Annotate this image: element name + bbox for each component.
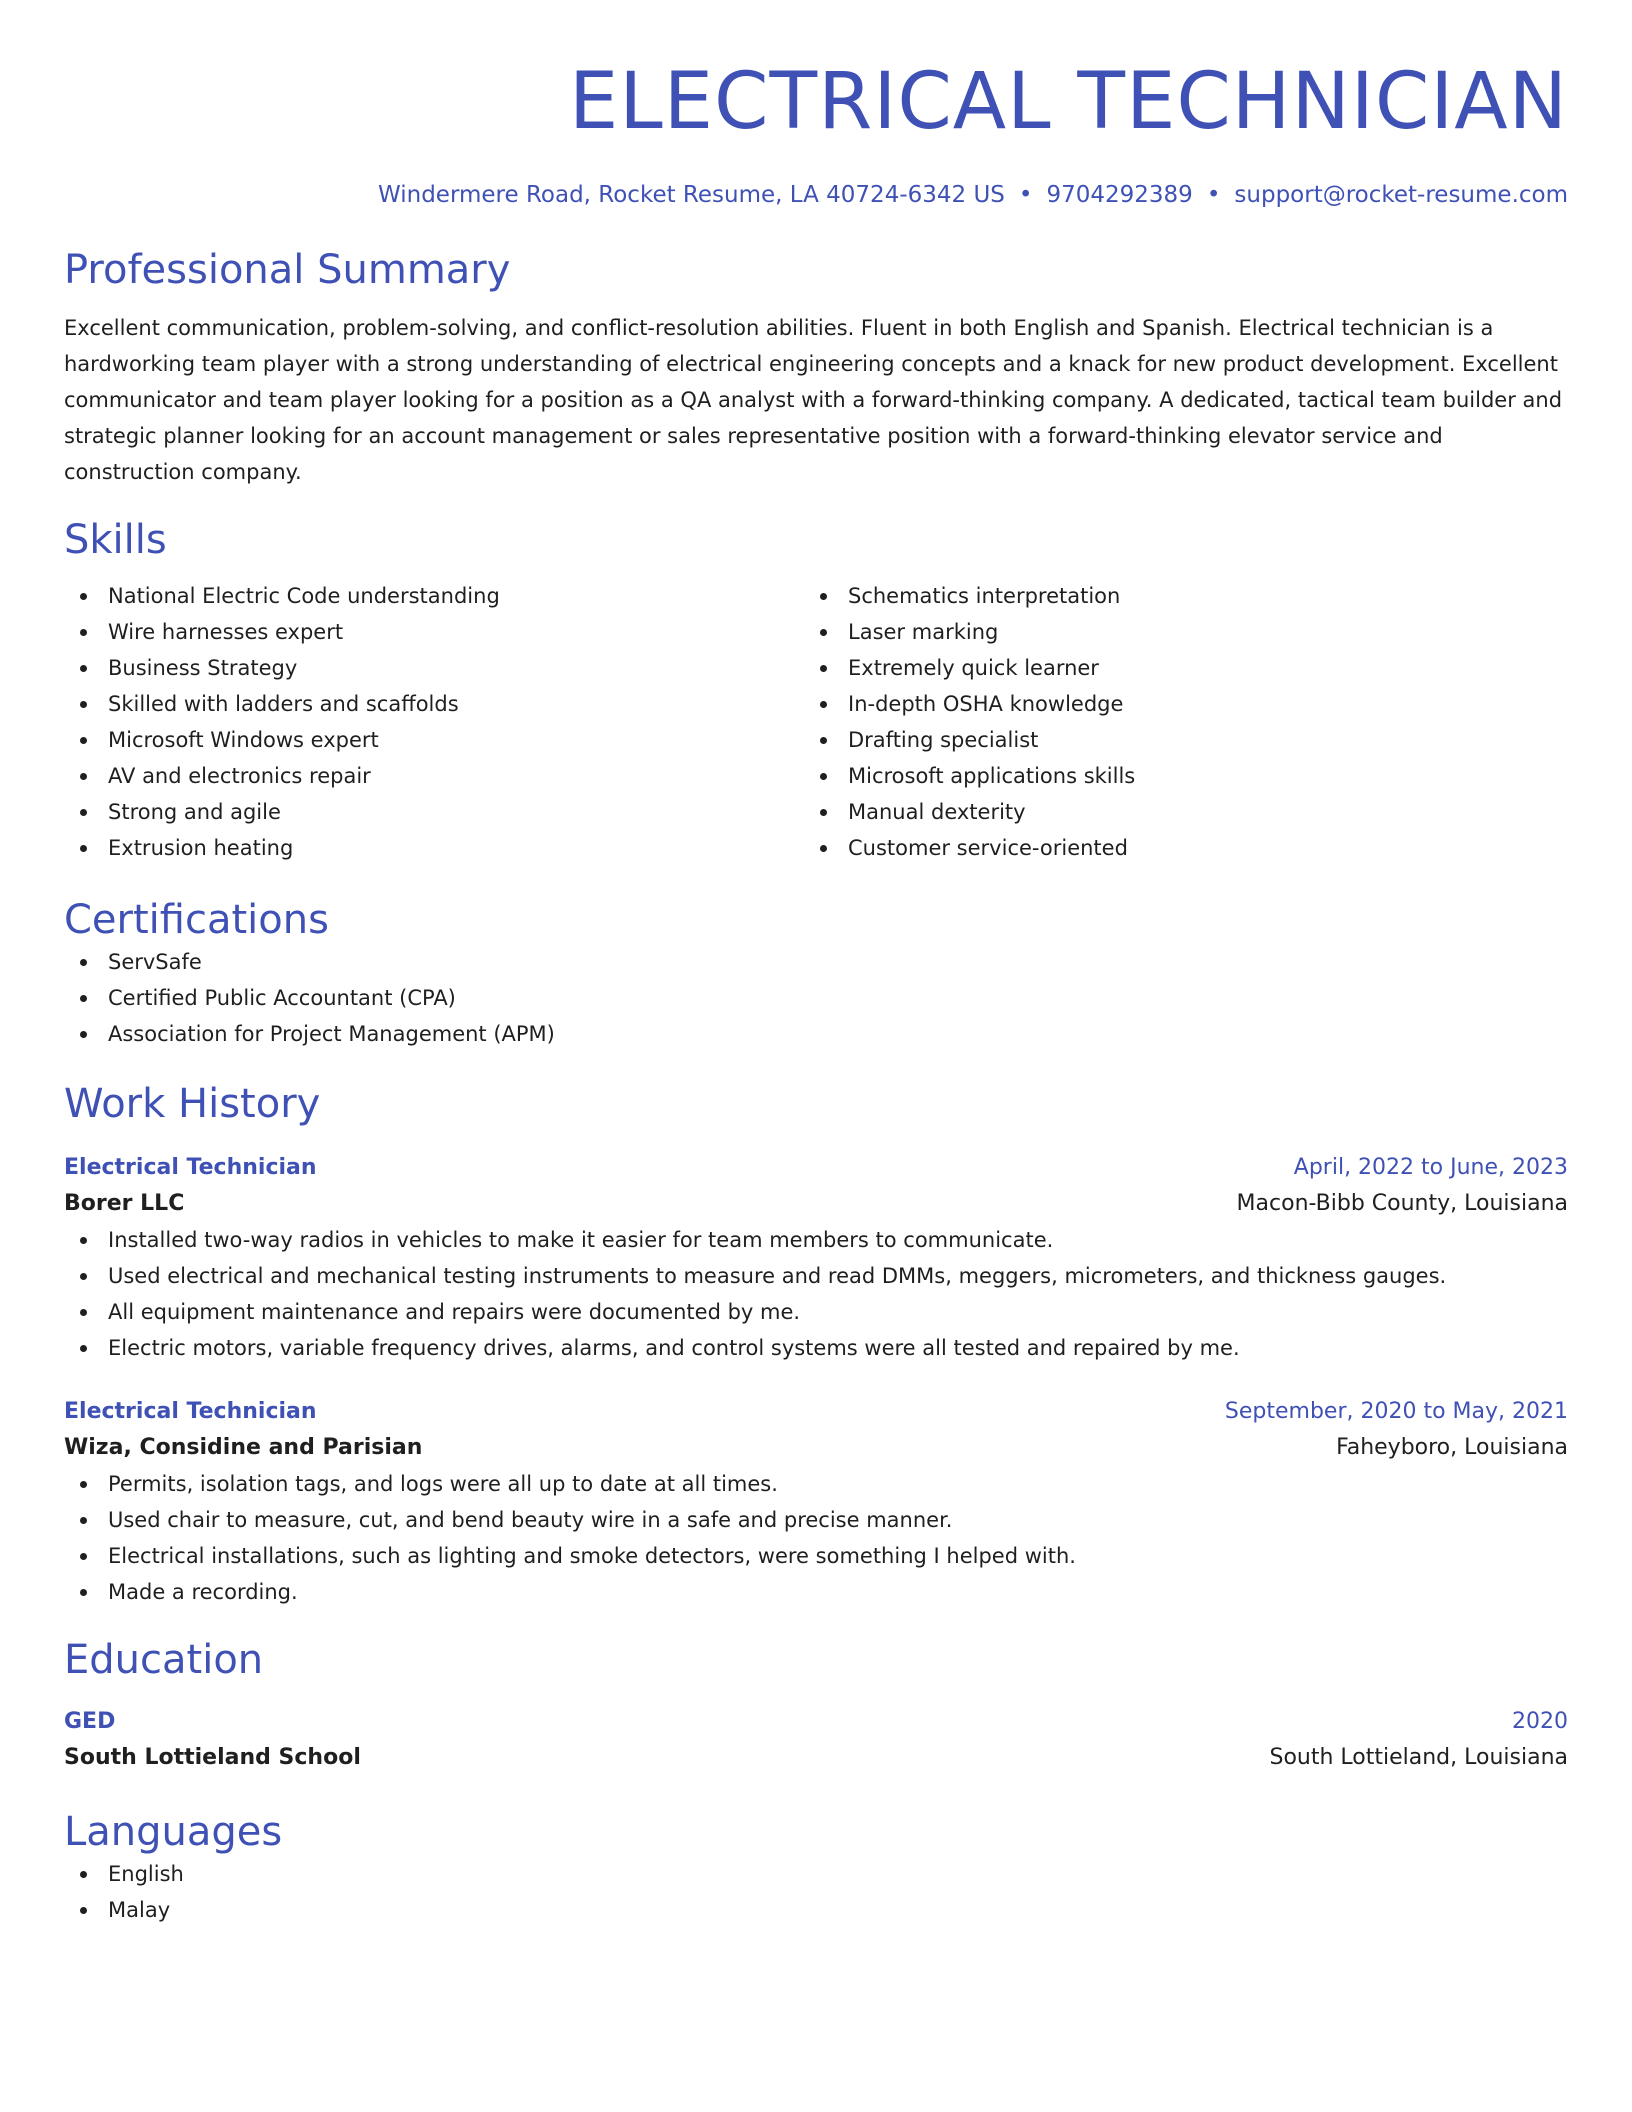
job-header-row: [64, 1394, 1568, 1430]
job-duties-list: [64, 1222, 1568, 1366]
skills-list-right: [804, 578, 1564, 866]
skill-item: National Electric Code understanding: [64, 578, 804, 614]
job-location: Macon-Bibb County, Louisiana: [1236, 1191, 1568, 1216]
skills-heading: Skills: [64, 517, 167, 563]
job-entry: [64, 1150, 1568, 1366]
contact-separator: •: [1206, 182, 1221, 208]
certification-item: ServSafe: [64, 944, 1568, 980]
skill-item: Microsoft Windows expert: [64, 722, 804, 758]
job-dates: September, 2020 to May, 2021: [1224, 1399, 1568, 1424]
language-item: English: [64, 1856, 1568, 1892]
skill-item: In-depth OSHA knowledge: [804, 686, 1564, 722]
job-duty-item: Used chair to measure, cut, and bend beauty wire in a safe and precise manner.: [64, 1502, 1568, 1538]
job-duty-item: Made a recording.: [64, 1574, 1568, 1610]
contact-phone: 9704292389: [1046, 182, 1193, 208]
job-company-row: [64, 1430, 1568, 1466]
job-duty-item: Electric motors, variable frequency drives, alarms, and control systems were all tested and repaired by me.: [64, 1330, 1568, 1366]
languages-list: [64, 1856, 1568, 1928]
job-title: Electrical Technician: [64, 1399, 317, 1424]
job-header-row: [64, 1150, 1568, 1186]
skill-item: AV and electronics repair: [64, 758, 804, 794]
contact-separator: •: [1018, 182, 1033, 208]
work-history-heading: Work History: [64, 1081, 321, 1127]
education-school: South Lottieland School: [64, 1745, 361, 1770]
job-company-row: [64, 1186, 1568, 1222]
education-entry: [64, 1704, 1568, 1776]
skill-item: Wire harnesses expert: [64, 614, 804, 650]
education-location: South Lottieland, Louisiana: [1269, 1745, 1568, 1770]
skill-item: Customer service-oriented: [804, 830, 1564, 866]
contact-line: [64, 180, 1568, 210]
skill-item: Skilled with ladders and scaffolds: [64, 686, 804, 722]
education-year: 2020: [1512, 1709, 1568, 1734]
certifications-heading: Certifications: [64, 897, 329, 943]
skill-item: Manual dexterity: [804, 794, 1564, 830]
job-company: Borer LLC: [64, 1191, 185, 1216]
education-degree: GED: [64, 1709, 116, 1734]
certification-item: Association for Project Management (APM): [64, 1016, 1568, 1052]
job-duty-item: All equipment maintenance and repairs were documented by me.: [64, 1294, 1568, 1330]
job-location: Faheyboro, Louisiana: [1336, 1435, 1568, 1460]
job-duties-list: [64, 1466, 1568, 1610]
skill-item: Extremely quick learner: [804, 650, 1564, 686]
languages-heading: Languages: [64, 1809, 283, 1855]
education-header-row: [64, 1704, 1568, 1740]
skill-item: Schematics interpretation: [804, 578, 1564, 614]
job-company: Wiza, Considine and Parisian: [64, 1435, 423, 1460]
job-title: Electrical Technician: [64, 1155, 317, 1180]
certifications-list: [64, 944, 1568, 1052]
skills-list-left: [64, 578, 804, 866]
skill-item: Strong and agile: [64, 794, 804, 830]
job-duty-item: Permits, isolation tags, and logs were all up to date at all times.: [64, 1466, 1568, 1502]
summary-text: Excellent communication, problem-solving, and conflict-resolution abilities. Fluent in both English and Spanish. Electrical technician is a hardworking team player with a strong understanding of electrical engineering concepts and a knack for new product development. Excellent communicator and team player looking for a position as a QA analyst with a forward-thinking company. A dedicated, tactical team builder and strategic planner looking for an account management or sales representative position with a forward-thinking elevator service and construction company.: [64, 316, 1563, 484]
certification-item: Certified Public Accountant (CPA): [64, 980, 1568, 1016]
education-school-row: [64, 1740, 1568, 1776]
job-duty-item: Installed two-way radios in vehicles to make it easier for team members to communicate.: [64, 1222, 1568, 1258]
job-duty-item: Electrical installations, such as lighting and smoke detectors, were something I helped with.: [64, 1538, 1568, 1574]
resume-name: ELECTRICAL TECHNICIAN: [569, 57, 1568, 147]
skill-item: Microsoft applications skills: [804, 758, 1564, 794]
language-item: Malay: [64, 1892, 1568, 1928]
skill-item: Extrusion heating: [64, 830, 804, 866]
summary-heading: Professional Summary: [64, 247, 511, 293]
education-heading: Education: [64, 1637, 264, 1683]
skill-item: Drafting specialist: [804, 722, 1564, 758]
contact-email: support@rocket-resume.com: [1234, 182, 1568, 208]
skill-item: Laser marking: [804, 614, 1564, 650]
skills-grid: [64, 578, 1568, 866]
job-duty-item: Used electrical and mechanical testing instruments to measure and read DMMs, meggers, micrometers, and thickness gauges.: [64, 1258, 1568, 1294]
job-dates: April, 2022 to June, 2023: [1293, 1155, 1568, 1180]
contact-address: Windermere Road, Rocket Resume, LA 40724-6342 US: [377, 182, 1005, 208]
job-entry: [64, 1394, 1568, 1610]
skill-item: Business Strategy: [64, 650, 804, 686]
